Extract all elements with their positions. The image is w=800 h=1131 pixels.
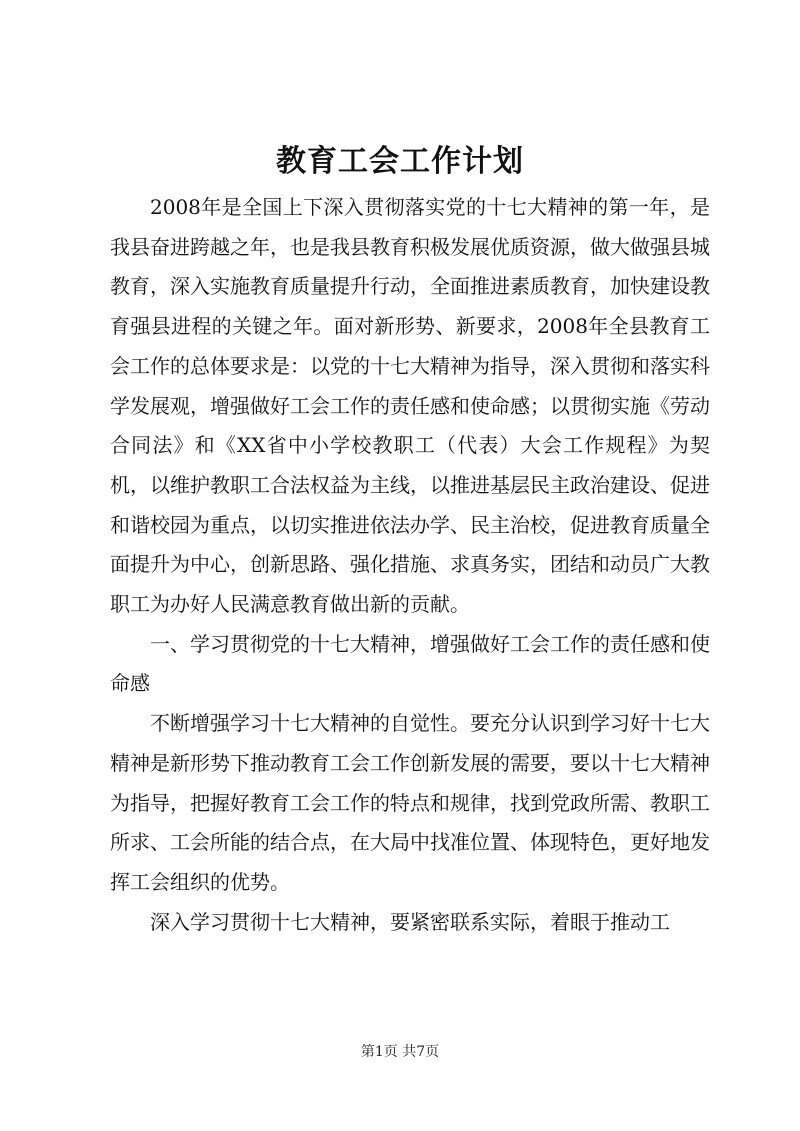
document-title: 教育工会工作计划 [276, 144, 524, 179]
paragraph-deepen: 深入学习贯彻十七大精神，要紧密联系实际，着眼于推动工 [150, 909, 670, 934]
paragraph-intro: 2008年是全国上下深入贯彻落实党的十七大精神的第一年，是我县奋进跨越之年，也是我县教育积极发展优质资源，做大做强县城教育，深入实施教育质量提升行动，全面推进素质教育，加快建设教育强县进程的关键之年。面对新形势、新要求，2008年全县教育工会工作的总体要求是：以党的十七大精神为指导，深入贯彻和落实科学发展观，增强做好工会工作的责任感和使命感；以贯彻实施《劳动合同法》和《XX省中小学校教职工（代表）大会工作规程》为契机，以维护教职工合法权益为主线，以推进基层民主政治建设、促进和谐校园为重点，以切实推进依法办学、民主治校，促进教育质量全面提升为中心，创新思路、强化措施、求真务实，团结和动员广大教职工为办好人民满意教育做出新的贡献。 [110, 195, 710, 617]
section-heading-1: 一、学习贯彻党的十七大精神，增强做好工会工作的责任感和使命感 [110, 631, 710, 696]
page-footer: 第1页 共7页 [360, 1044, 440, 1060]
paragraph-study: 不断增强学习十七大精神的自觉性。要充分认识到学习好十七大精神是新形势下推动教育工会工作创新发展的需要，要以十七大精神为指导，把握好教育工会工作的特点和规律，找到党政所需、教职工所求、工会所能的结合点，在大局中找准位置、体现特色，更好地发挥工会组织的优势。 [110, 711, 710, 894]
document-body [110, 188, 710, 942]
